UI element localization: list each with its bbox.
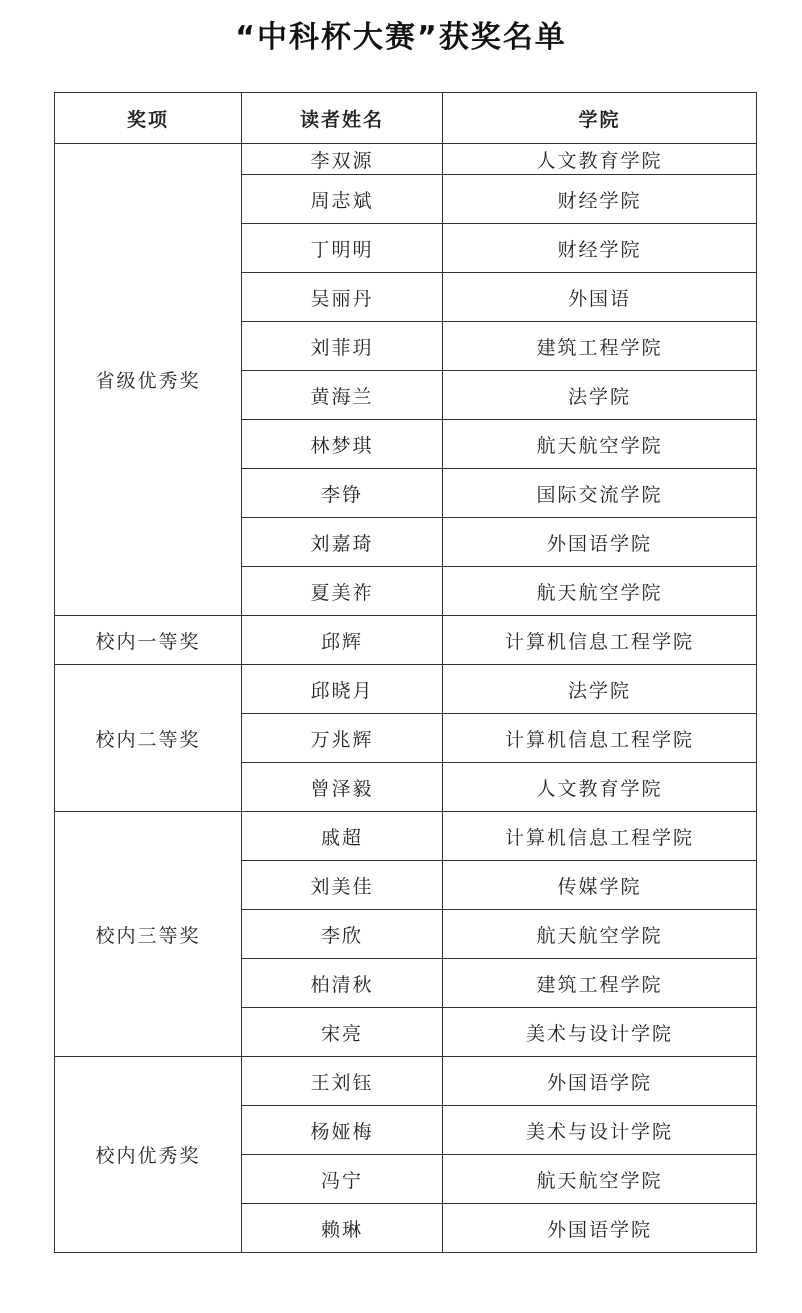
awards-table-body	[55, 144, 757, 1253]
reader-name-cell: 戚超	[242, 812, 443, 861]
reader-name-cell: 王刘钰	[242, 1057, 443, 1106]
reader-name-cell: 李双源	[242, 144, 443, 175]
reader-name-cell: 杨娅梅	[242, 1106, 443, 1155]
college-cell: 财经学院	[443, 224, 757, 273]
college-cell: 美术与设计学院	[443, 1106, 757, 1155]
header-award: 奖项	[55, 93, 242, 144]
college-cell: 外国语学院	[443, 1057, 757, 1106]
table-row	[55, 665, 757, 714]
reader-name-cell: 刘菲玥	[242, 322, 443, 371]
college-cell: 财经学院	[443, 175, 757, 224]
award-cell: 省级优秀奖	[55, 144, 242, 616]
reader-name-cell: 周志斌	[242, 175, 443, 224]
college-cell: 航天航空学院	[443, 567, 757, 616]
college-cell: 人文教育学院	[443, 144, 757, 175]
college-cell: 人文教育学院	[443, 763, 757, 812]
reader-name-cell: 李铮	[242, 469, 443, 518]
college-cell: 法学院	[443, 665, 757, 714]
college-cell: 国际交流学院	[443, 469, 757, 518]
reader-name-cell: 宋亮	[242, 1008, 443, 1057]
table-row	[55, 1057, 757, 1106]
award-cell: 校内三等奖	[55, 812, 242, 1057]
reader-name-cell: 曾泽毅	[242, 763, 443, 812]
award-cell: 校内二等奖	[55, 665, 242, 812]
college-cell: 建筑工程学院	[443, 959, 757, 1008]
reader-name-cell: 李欣	[242, 910, 443, 959]
reader-name-cell: 邱辉	[242, 616, 443, 665]
reader-name-cell: 黄海兰	[242, 371, 443, 420]
college-cell: 计算机信息工程学院	[443, 812, 757, 861]
reader-name-cell: 柏清秋	[242, 959, 443, 1008]
college-cell: 航天航空学院	[443, 1155, 757, 1204]
college-cell: 传媒学院	[443, 861, 757, 910]
header-reader-name: 读者姓名	[242, 93, 443, 144]
reader-name-cell: 丁明明	[242, 224, 443, 273]
reader-name-cell: 刘嘉琦	[242, 518, 443, 567]
award-cell: 校内一等奖	[55, 616, 242, 665]
reader-name-cell: 吴丽丹	[242, 273, 443, 322]
reader-name-cell: 邱晓月	[242, 665, 443, 714]
table-row	[55, 812, 757, 861]
college-cell: 美术与设计学院	[443, 1008, 757, 1057]
reader-name-cell: 刘美佳	[242, 861, 443, 910]
college-cell: 法学院	[443, 371, 757, 420]
college-cell: 建筑工程学院	[443, 322, 757, 371]
college-cell: 外国语	[443, 273, 757, 322]
college-cell: 外国语学院	[443, 518, 757, 567]
college-cell: 计算机信息工程学院	[443, 616, 757, 665]
reader-name-cell: 冯宁	[242, 1155, 443, 1204]
award-cell: 校内优秀奖	[55, 1057, 242, 1253]
college-cell: 航天航空学院	[443, 420, 757, 469]
reader-name-cell: 赖琳	[242, 1204, 443, 1253]
table-header-row	[55, 93, 757, 144]
header-college: 学院	[443, 93, 757, 144]
reader-name-cell: 夏美祚	[242, 567, 443, 616]
reader-name-cell: 万兆辉	[242, 714, 443, 763]
college-cell: 航天航空学院	[443, 910, 757, 959]
awards-table	[54, 92, 757, 1253]
college-cell: 外国语学院	[443, 1204, 757, 1253]
college-cell: 计算机信息工程学院	[443, 714, 757, 763]
table-row	[55, 616, 757, 665]
page-title: “中科杯大赛”获奖名单	[235, 20, 567, 55]
reader-name-cell: 林梦琪	[242, 420, 443, 469]
table-row	[55, 144, 757, 175]
